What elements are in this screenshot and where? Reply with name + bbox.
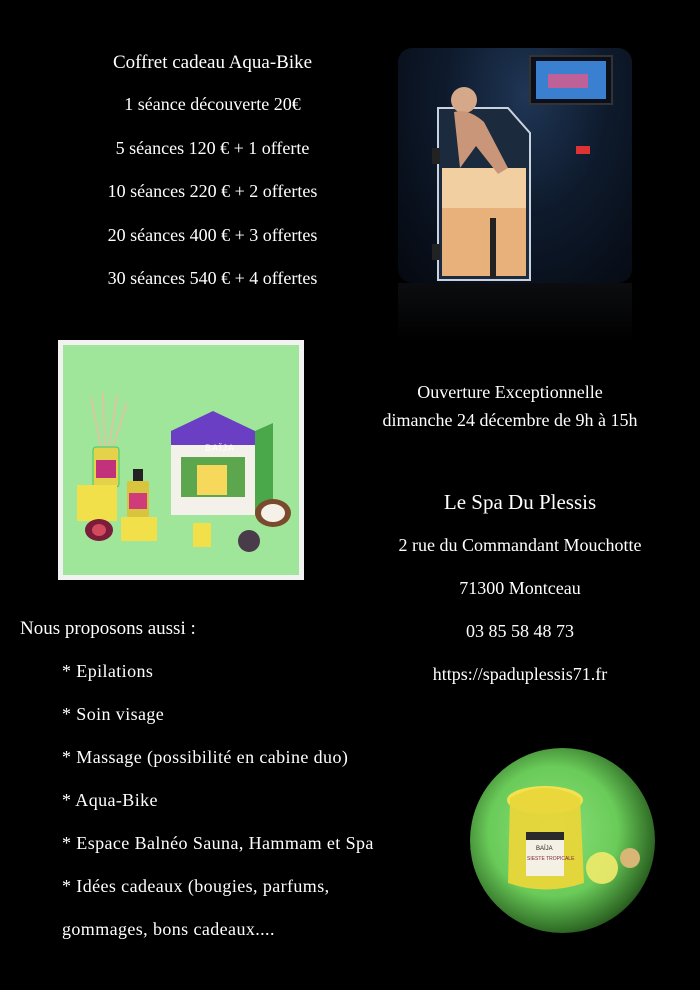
- spa-address: 2 rue du Commandant Mouchotte: [398, 535, 642, 555]
- spa-city: 71300 Montceau: [459, 578, 581, 598]
- aqua-bike-illustration: [398, 48, 632, 283]
- spa-name: Le Spa Du Plessis: [443, 490, 597, 514]
- pricing-line: 10 séances 220 € + 2 offertes: [107, 181, 318, 201]
- opening-line-2: dimanche 24 décembre de 9h à 15h: [382, 410, 638, 430]
- scrub-jar-illustration: [470, 748, 655, 933]
- aqua-bike-photo: [398, 48, 632, 283]
- gift-box-illustration: [63, 345, 299, 575]
- service-item: * Espace Balnéo Sauna, Hammam et Spa: [62, 833, 374, 853]
- box-brand-label: BAÏJA: [205, 443, 236, 453]
- service-item: * Epilations: [62, 661, 154, 681]
- pricing-line: 1 séance découverte 20€: [124, 94, 301, 114]
- pricing-line: 5 séances 120 € + 1 offerte: [115, 137, 310, 158]
- service-item: * Massage (possibilité en cabine duo): [62, 747, 349, 767]
- aqua-bike-pricing: [60, 52, 365, 312]
- services-list: [62, 660, 462, 961]
- pricing-line: 20 séances 400 € + 3 offertes: [107, 224, 318, 245]
- opening-info: [340, 378, 680, 434]
- opening-line-1: Ouverture Exceptionnelle: [417, 382, 603, 402]
- photo-reflection: [398, 283, 632, 343]
- spa-phone: 03 85 58 48 73: [466, 621, 574, 641]
- service-item: * Soin visage: [62, 704, 165, 724]
- jar-brand-label: BAÏJA: [536, 846, 553, 852]
- jar-product-label: SIESTE TROPICALE: [527, 856, 575, 862]
- service-item: * Idées cadeaux (bougies, parfums,: [62, 876, 330, 896]
- spa-website: https://spaduplessis71.fr: [432, 664, 608, 684]
- gift-box-photo: [58, 340, 304, 580]
- service-item: * Aqua-Bike: [62, 790, 158, 810]
- pricing-title: Coffret cadeau Aqua-Bike: [112, 52, 313, 73]
- scrub-jar-photo: [470, 748, 655, 933]
- services-title: Nous proposons aussi :: [20, 618, 196, 639]
- pricing-line: 30 séances 540 € + 4 offertes: [107, 268, 318, 288]
- service-item: gommages, bons cadeaux....: [62, 919, 275, 939]
